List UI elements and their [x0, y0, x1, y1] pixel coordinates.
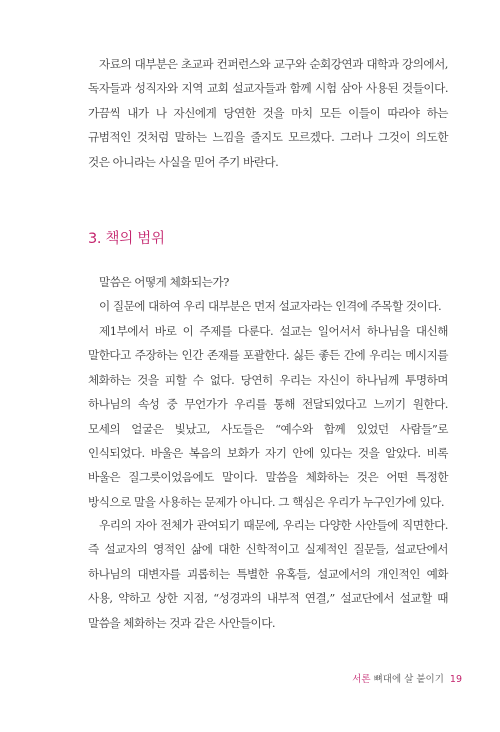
- part2-paragraph: 우리의 자아 전체가 관여되기 때문에, 우리는 다양한 사안들에 직면한다. 즉 설교자의 영적인 삶에 대한 신학적이고 실제적인 질문들, 설교단에서 하나님의 대변자를 괴롭히는 특별한 유혹들, 설교에서의 개인적인 예화 사용, 약하고 상한 지점, “성경과의 내부적 연결,” 설교단에서 설교할 때 말씀을 체화하는 것과 같은 사안들이다.: [88, 518, 448, 630]
- part1-paragraph: 제1부에서 바로 이 주제를 다룬다. 설교는 일어서서 하나님을 대신해 말한다고 주장하는 인간 존재를 포괄한다. 싫든 좋든 간에 우리는 메시지를 체화하는 것을 피할 수 없다. 당연히 우리는 자신이 하나님께 투명하며 하나님의 속성 중 무언가가 우리를 통해 전달되었다고 느끼기 원한다. 모세의 얼굴은 빛났고, 사도들은 “예수와 함께 있었던 사람들”로 인식되었다. 바울은 복음의 보화가 자기 안에 있다는 것을 알았다. 비록 바울은 질그릇이었음에도 말이다. 말씀을 체화하는 것은 어떤 특정한 방식으로 말을 사용하는 문제가 아니다. 그 핵심은 우리가 누구인가에 있다.: [88, 324, 448, 509]
- section-heading: 3. 책의 범위: [88, 231, 165, 247]
- answer-lead-paragraph: 이 질문에 대하여 우리 대부분은 먼저 설교자라는 인격에 주목할 것이다.: [99, 299, 442, 313]
- footer-chapter-tag: 서론: [352, 674, 371, 685]
- footer-chapter-title: 뼈대에 살 붙이기: [373, 674, 444, 685]
- question-paragraph: 말씀은 어떻게 체화되는가?: [99, 275, 229, 289]
- running-footer: [352, 673, 462, 687]
- page-number: 19: [449, 674, 462, 685]
- intro-paragraph: 자료의 대부분은 초교파 컨퍼런스와 교구와 순회강연과 대학과 강의에서, 독자들과 성직자와 지역 교회 설교자들과 함께 시험 삼아 사용된 것들이다. 가끔씩 내가 나 자신에게 당연한 것을 마치 모든 이들이 따라야 하는 규범적인 것처럼 말하는 느낌을 줄지도 모르겠다. 그러나 그것이 의도한 것은 아니라는 사실을 믿어 주기 바란다.: [88, 57, 448, 169]
